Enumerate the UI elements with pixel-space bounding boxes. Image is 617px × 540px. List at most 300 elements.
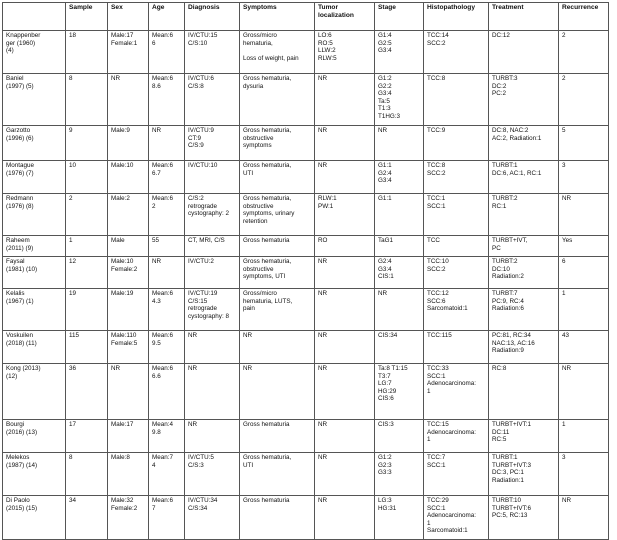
cell-diagnosis bbox=[185, 257, 240, 289]
cell-line: Montague bbox=[6, 162, 35, 169]
cell-recurrence bbox=[559, 453, 609, 496]
cell-line: Mean:6 bbox=[152, 290, 174, 297]
cell-line: retrograde bbox=[188, 305, 218, 313]
cell-symptoms bbox=[240, 126, 315, 161]
cell-line: symptoms, urinary bbox=[243, 210, 295, 218]
cell-line: DC:8, NAC:2 bbox=[492, 127, 529, 134]
cell-line: (4) bbox=[6, 47, 14, 55]
cell-line: G3:4 bbox=[378, 265, 392, 273]
cell-line: IV/CTU:15 bbox=[188, 32, 218, 39]
cell-line: Gross hematuria, bbox=[243, 454, 292, 461]
cell-line: 1 bbox=[562, 421, 566, 428]
cell-line: TCC:14 bbox=[427, 32, 449, 39]
cell-stage bbox=[375, 74, 424, 126]
cell-line: UTI bbox=[243, 461, 254, 469]
cell-line: RLW:1 bbox=[318, 195, 337, 202]
cell-recurrence bbox=[559, 289, 609, 331]
table-row bbox=[3, 331, 609, 364]
cell-line: 7 bbox=[152, 504, 156, 512]
cell-line: SCC:2 bbox=[427, 265, 446, 273]
cell-line: DC:6, AC:1, RC:1 bbox=[492, 169, 542, 177]
cell-line: Gross hematuria, bbox=[243, 258, 292, 265]
cell-line: NR bbox=[188, 332, 198, 339]
cell-line: NR bbox=[562, 497, 572, 504]
cell-sample bbox=[66, 257, 108, 289]
cell-line: TURBT:2 bbox=[492, 258, 518, 265]
cell-line: NR bbox=[243, 365, 253, 372]
cell-line: NR bbox=[318, 162, 328, 169]
cell-line: Male:17 bbox=[111, 32, 134, 39]
cell-line: (12) bbox=[6, 372, 18, 380]
table-row bbox=[3, 453, 609, 496]
cell-line: 1 bbox=[427, 387, 431, 395]
cell-treatment bbox=[489, 289, 559, 331]
cell-line: PC bbox=[492, 244, 501, 252]
cell-line: RO:5 bbox=[318, 39, 333, 47]
cell-line: 1 bbox=[427, 436, 431, 444]
cell-line: 2 bbox=[562, 75, 566, 82]
cell-line: Kelalis bbox=[6, 290, 25, 297]
cell-diagnosis bbox=[185, 126, 240, 161]
cell-line: 1 bbox=[427, 519, 431, 527]
cell-line: retention bbox=[243, 217, 268, 225]
cell-line: NR bbox=[318, 127, 328, 134]
cell-line: G1:2 bbox=[378, 75, 392, 82]
cell-line: Mean:6 bbox=[152, 32, 174, 39]
cell-line: RC:1 bbox=[492, 202, 507, 210]
cell-line: C/S:15 bbox=[188, 297, 208, 305]
cell-line: G1:2 bbox=[378, 454, 392, 461]
cell-line: Gross hematuria, bbox=[243, 75, 292, 82]
cell-line: G3:4 bbox=[378, 177, 392, 185]
cell-diagnosis bbox=[185, 364, 240, 420]
cell-line: IV/CTU:34 bbox=[188, 497, 218, 504]
cell-line: G2:4 bbox=[378, 258, 392, 265]
cell-recurrence bbox=[559, 331, 609, 364]
cell-diagnosis bbox=[185, 289, 240, 331]
cell-sample bbox=[66, 364, 108, 420]
cell-line: 9.8 bbox=[152, 428, 161, 436]
cell-line: 34 bbox=[69, 497, 77, 504]
cell-treatment bbox=[489, 420, 559, 453]
cell-sample bbox=[66, 194, 108, 236]
cell-recurrence bbox=[559, 31, 609, 74]
cell-histopathology bbox=[424, 236, 489, 257]
cell-line: G1:1 bbox=[378, 195, 392, 202]
header-tumor-localization: Tumor localization bbox=[315, 3, 375, 31]
cell-line: hematuria, bbox=[243, 39, 273, 47]
cell-line: G2:5 bbox=[378, 39, 392, 47]
cell-line: obstructive bbox=[243, 202, 274, 210]
cell-line: CT, MRI, C/S bbox=[188, 237, 225, 244]
cell-line: NR bbox=[318, 454, 328, 461]
cell-line: PC:81, RC:34 bbox=[492, 332, 531, 339]
cell-line: Mean:6 bbox=[152, 162, 174, 169]
cell-line: Mean:6 bbox=[152, 497, 174, 504]
cell-line: Mean:4 bbox=[152, 421, 174, 428]
cell-line: TURBT:1 bbox=[492, 162, 518, 169]
cell-line: 6.6 bbox=[152, 372, 161, 380]
cell-age bbox=[149, 74, 185, 126]
cell-line: CT:9 bbox=[188, 134, 201, 142]
cell-line: NR bbox=[318, 365, 328, 372]
cell-diagnosis bbox=[185, 31, 240, 74]
cell-line: TCC:8 bbox=[427, 162, 446, 169]
cell-line: 4 bbox=[152, 461, 156, 469]
cell-study bbox=[3, 31, 66, 74]
cell-line: NR bbox=[378, 290, 388, 297]
cell-line: Male:10 bbox=[111, 258, 134, 265]
cell-line: DC:12 bbox=[492, 32, 510, 39]
header-diagnosis: Diagnosis bbox=[185, 3, 240, 31]
cell-line: G2:3 bbox=[378, 461, 392, 469]
cell-sex bbox=[108, 496, 149, 540]
cell-line: SCC:2 bbox=[427, 169, 446, 177]
cell-study bbox=[3, 289, 66, 331]
cell-symptoms bbox=[240, 331, 315, 364]
cell-line: Di Paolo bbox=[6, 497, 30, 504]
header-sample: Sample bbox=[66, 3, 108, 31]
cell-line: CIS:34 bbox=[378, 332, 398, 339]
cell-line: C/S:8 bbox=[188, 82, 204, 90]
cell-line: NR bbox=[188, 421, 198, 428]
cell-stage bbox=[375, 496, 424, 540]
cell-treatment bbox=[489, 364, 559, 420]
cell-age bbox=[149, 420, 185, 453]
cell-line: DC:3, PC:1 bbox=[492, 469, 524, 477]
table-row bbox=[3, 496, 609, 540]
cell-line: (1976) (8) bbox=[6, 202, 34, 210]
cell-sample bbox=[66, 289, 108, 331]
cell-symptoms bbox=[240, 420, 315, 453]
header-sex: Sex bbox=[108, 3, 149, 31]
cell-line: Male bbox=[111, 237, 125, 244]
cell-line: Male:2 bbox=[111, 195, 130, 202]
cell-line: DC:2 bbox=[492, 82, 507, 90]
cell-line: PW:1 bbox=[318, 202, 334, 210]
cell-line: cystography: 2 bbox=[188, 210, 229, 218]
cell-stage bbox=[375, 364, 424, 420]
cell-sex bbox=[108, 74, 149, 126]
cell-stage bbox=[375, 126, 424, 161]
cell-line: IV/CTU:10 bbox=[188, 162, 218, 169]
cell-tumor-localization bbox=[315, 496, 375, 540]
cell-treatment bbox=[489, 236, 559, 257]
header-symptoms: Symptoms bbox=[240, 3, 315, 31]
cell-sex bbox=[108, 161, 149, 194]
cell-line: G2:2 bbox=[378, 82, 392, 90]
cell-line: C/S:2 bbox=[188, 195, 204, 202]
cell-line: CIS:6 bbox=[378, 395, 394, 403]
cell-histopathology bbox=[424, 74, 489, 126]
cell-study bbox=[3, 257, 66, 289]
cell-line: Male:10 bbox=[111, 162, 134, 169]
cell-line: Sarcomatoid:1 bbox=[427, 527, 468, 535]
cell-line: Knappenber bbox=[6, 32, 41, 39]
cell-line: PC:5, RC:13 bbox=[492, 512, 528, 520]
cell-sample bbox=[66, 161, 108, 194]
cell-line: (2011) (9) bbox=[6, 244, 34, 252]
cell-age bbox=[149, 194, 185, 236]
cell-histopathology bbox=[424, 126, 489, 161]
cell-age bbox=[149, 496, 185, 540]
cell-line: TURBT:3 bbox=[492, 75, 518, 82]
cell-line: TURBT:1 bbox=[492, 454, 518, 461]
cell-line: 115 bbox=[69, 332, 80, 339]
cell-symptoms bbox=[240, 257, 315, 289]
cell-symptoms bbox=[240, 236, 315, 257]
cell-line: Loss of weight, pain bbox=[243, 54, 299, 62]
cell-line: IV/CTU:6 bbox=[188, 75, 214, 82]
cell-line: NR bbox=[318, 421, 328, 428]
cell-line: Radiation:6 bbox=[492, 305, 524, 313]
cell-line: C/S:9 bbox=[188, 142, 204, 150]
cell-recurrence bbox=[559, 161, 609, 194]
cell-line: 19 bbox=[69, 290, 77, 297]
cell-line: Bourgi bbox=[6, 421, 25, 428]
cell-line: Baniel bbox=[6, 75, 24, 82]
cell-line: 5 bbox=[562, 127, 566, 134]
cell-age bbox=[149, 331, 185, 364]
cell-recurrence bbox=[559, 194, 609, 236]
cell-tumor-localization bbox=[315, 331, 375, 364]
cell-study bbox=[3, 331, 66, 364]
cell-tumor-localization bbox=[315, 420, 375, 453]
cell-age bbox=[149, 161, 185, 194]
cell-line: Male:19 bbox=[111, 290, 134, 297]
cell-line: TCC:29 bbox=[427, 497, 449, 504]
cell-line: Male:17 bbox=[111, 421, 134, 428]
cell-line: Female:2 bbox=[111, 265, 138, 273]
cell-line: Gross/micro bbox=[243, 290, 277, 297]
cell-line: TURBT+IVT:6 bbox=[492, 504, 532, 512]
cell-diagnosis bbox=[185, 194, 240, 236]
cell-line: 1 bbox=[562, 290, 566, 297]
cell-histopathology bbox=[424, 364, 489, 420]
cell-line: cystography: 8 bbox=[188, 312, 229, 320]
cell-sex bbox=[108, 453, 149, 496]
cell-line: SCC:1 bbox=[427, 372, 446, 380]
cell-line: NR bbox=[188, 365, 198, 372]
cell-line: TCC:15 bbox=[427, 421, 449, 428]
cell-line: TCC:12 bbox=[427, 290, 449, 297]
cell-line: LO:6 bbox=[318, 32, 332, 39]
cell-sex bbox=[108, 331, 149, 364]
cell-symptoms bbox=[240, 453, 315, 496]
cell-study bbox=[3, 236, 66, 257]
cell-line: TURBT:10 bbox=[492, 497, 522, 504]
cell-line: CIS:1 bbox=[378, 273, 394, 281]
cell-line: 6 bbox=[152, 39, 156, 47]
table-row bbox=[3, 420, 609, 453]
cell-line: (1981) (10) bbox=[6, 265, 38, 273]
cell-line: C/S:10 bbox=[188, 39, 208, 47]
cell-line: PC:9, RC:4 bbox=[492, 297, 524, 305]
cell-line: TCC bbox=[427, 237, 440, 244]
cell-line: Radiation:9 bbox=[492, 347, 524, 355]
cell-tumor-localization bbox=[315, 194, 375, 236]
cell-line: 6.7 bbox=[152, 169, 161, 177]
cell-line: Voskuilen bbox=[6, 332, 33, 339]
cell-line: 43 bbox=[562, 332, 570, 339]
table-row bbox=[3, 74, 609, 126]
cell-line: Gross hematuria bbox=[243, 497, 290, 504]
cell-histopathology bbox=[424, 31, 489, 74]
cell-line: G3:3 bbox=[378, 469, 392, 477]
cell-histopathology bbox=[424, 161, 489, 194]
cell-line: (2015) (15) bbox=[6, 504, 38, 512]
cell-diagnosis bbox=[185, 161, 240, 194]
cell-line: C/S:34 bbox=[188, 504, 208, 512]
cell-sex bbox=[108, 420, 149, 453]
cell-line: TURBT+IVT, bbox=[492, 237, 528, 244]
cell-line: TCC:7 bbox=[427, 454, 446, 461]
cell-study bbox=[3, 74, 66, 126]
cell-sample bbox=[66, 453, 108, 496]
cell-line: Melekos bbox=[6, 454, 30, 461]
cell-histopathology bbox=[424, 453, 489, 496]
cell-line: HG:31 bbox=[378, 504, 397, 512]
cell-sample bbox=[66, 496, 108, 540]
cell-line: Male:110 bbox=[111, 332, 137, 339]
cell-histopathology bbox=[424, 496, 489, 540]
cell-line: (1976) (7) bbox=[6, 169, 34, 177]
cell-line: Gross hematuria bbox=[243, 237, 290, 244]
cell-line: NR bbox=[152, 258, 162, 265]
cell-histopathology bbox=[424, 331, 489, 364]
cell-line: RO bbox=[318, 237, 328, 244]
cell-diagnosis bbox=[185, 420, 240, 453]
cell-line: TCC:1 bbox=[427, 195, 446, 202]
cell-line: LLW:2 bbox=[318, 47, 336, 55]
cell-recurrence bbox=[559, 420, 609, 453]
cell-diagnosis bbox=[185, 496, 240, 540]
cell-line: Female:5 bbox=[111, 339, 138, 347]
cell-line: 4.3 bbox=[152, 297, 161, 305]
cell-tumor-localization bbox=[315, 257, 375, 289]
cell-treatment bbox=[489, 74, 559, 126]
cell-line: Adenocarcinoma: bbox=[427, 380, 477, 388]
cell-line: TURBT:2 bbox=[492, 195, 518, 202]
cell-sample bbox=[66, 236, 108, 257]
cell-sex bbox=[108, 289, 149, 331]
cell-line: NR bbox=[318, 497, 328, 504]
cell-tumor-localization bbox=[315, 126, 375, 161]
cell-treatment bbox=[489, 453, 559, 496]
cell-line: T1:3 bbox=[378, 105, 391, 113]
cell-line: 3 bbox=[562, 454, 566, 461]
cell-age bbox=[149, 257, 185, 289]
cell-line: Male:9 bbox=[111, 127, 130, 134]
cell-diagnosis bbox=[185, 453, 240, 496]
cell-treatment bbox=[489, 331, 559, 364]
table-row bbox=[3, 194, 609, 236]
cell-line: 9 bbox=[69, 127, 73, 134]
cell-line: PC:2 bbox=[492, 90, 506, 98]
cell-symptoms bbox=[240, 289, 315, 331]
cell-tumor-localization bbox=[315, 289, 375, 331]
cell-line: RC:8 bbox=[492, 365, 507, 372]
cell-stage bbox=[375, 194, 424, 236]
cell-line: T3:7 bbox=[378, 372, 391, 380]
cell-line: obstructive bbox=[243, 265, 274, 273]
cell-line: NAC:13, AC:16 bbox=[492, 339, 535, 347]
cell-stage bbox=[375, 161, 424, 194]
cell-line: 2 bbox=[562, 32, 566, 39]
cell-line: 2 bbox=[152, 202, 156, 210]
cell-line: UTI bbox=[243, 169, 254, 177]
cell-line: (2018) (11) bbox=[6, 339, 37, 347]
cell-symptoms bbox=[240, 496, 315, 540]
table-row bbox=[3, 161, 609, 194]
cell-line: TCC:9 bbox=[427, 127, 446, 134]
cell-line: 8.6 bbox=[152, 82, 161, 90]
cell-line: obstructive bbox=[243, 134, 274, 142]
cell-line: Mean:6 bbox=[152, 195, 174, 202]
cell-treatment bbox=[489, 31, 559, 74]
cell-age bbox=[149, 364, 185, 420]
table-row bbox=[3, 257, 609, 289]
cell-line: IV/CTU:2 bbox=[188, 258, 214, 265]
cell-line: HG:29 bbox=[378, 387, 397, 395]
cell-line: NR bbox=[111, 75, 121, 82]
cell-line: TCC:8 bbox=[427, 75, 446, 82]
cell-line: SCC:6 bbox=[427, 297, 446, 305]
cell-diagnosis bbox=[185, 236, 240, 257]
cell-line: (1997) (5) bbox=[6, 82, 34, 90]
cell-line: dysuria bbox=[243, 82, 264, 90]
cell-stage bbox=[375, 453, 424, 496]
cell-recurrence bbox=[559, 257, 609, 289]
cell-line: 18 bbox=[69, 32, 77, 39]
cell-line bbox=[243, 47, 311, 55]
cell-line: TURBT:7 bbox=[492, 290, 518, 297]
cell-line: Gross hematuria, bbox=[243, 127, 292, 134]
cell-recurrence bbox=[559, 364, 609, 420]
cell-line: (1987) (14) bbox=[6, 461, 38, 469]
cell-study bbox=[3, 453, 66, 496]
cell-line: Sarcomatoid:1 bbox=[427, 305, 468, 313]
cell-line: AC:2, Radiation:1 bbox=[492, 134, 542, 142]
cell-symptoms bbox=[240, 194, 315, 236]
cell-tumor-localization bbox=[315, 74, 375, 126]
cell-line: NR bbox=[243, 332, 253, 339]
header-histopathology: Histopathology bbox=[424, 3, 489, 31]
cell-line: Adenocarcinoma: bbox=[427, 512, 477, 520]
cell-line: LG:7 bbox=[378, 380, 392, 388]
cell-study bbox=[3, 161, 66, 194]
cell-tumor-localization bbox=[315, 31, 375, 74]
cell-line: TCC:10 bbox=[427, 258, 449, 265]
cell-line: Adenocarcinoma: bbox=[427, 428, 477, 436]
header-row bbox=[3, 3, 609, 31]
cell-line: 10 bbox=[69, 162, 77, 169]
header-age: Age bbox=[149, 3, 185, 31]
cell-recurrence bbox=[559, 496, 609, 540]
cell-age bbox=[149, 453, 185, 496]
cell-study bbox=[3, 496, 66, 540]
cell-sample bbox=[66, 126, 108, 161]
cell-line: Gross hematuria, bbox=[243, 195, 292, 202]
table-row bbox=[3, 364, 609, 420]
cell-line: Radiation:1 bbox=[492, 476, 524, 484]
cell-line: Female:1 bbox=[111, 39, 138, 47]
cell-line: Gross hematuria bbox=[243, 421, 290, 428]
cell-recurrence bbox=[559, 74, 609, 126]
cell-stage bbox=[375, 31, 424, 74]
cell-treatment bbox=[489, 257, 559, 289]
cell-sex bbox=[108, 126, 149, 161]
